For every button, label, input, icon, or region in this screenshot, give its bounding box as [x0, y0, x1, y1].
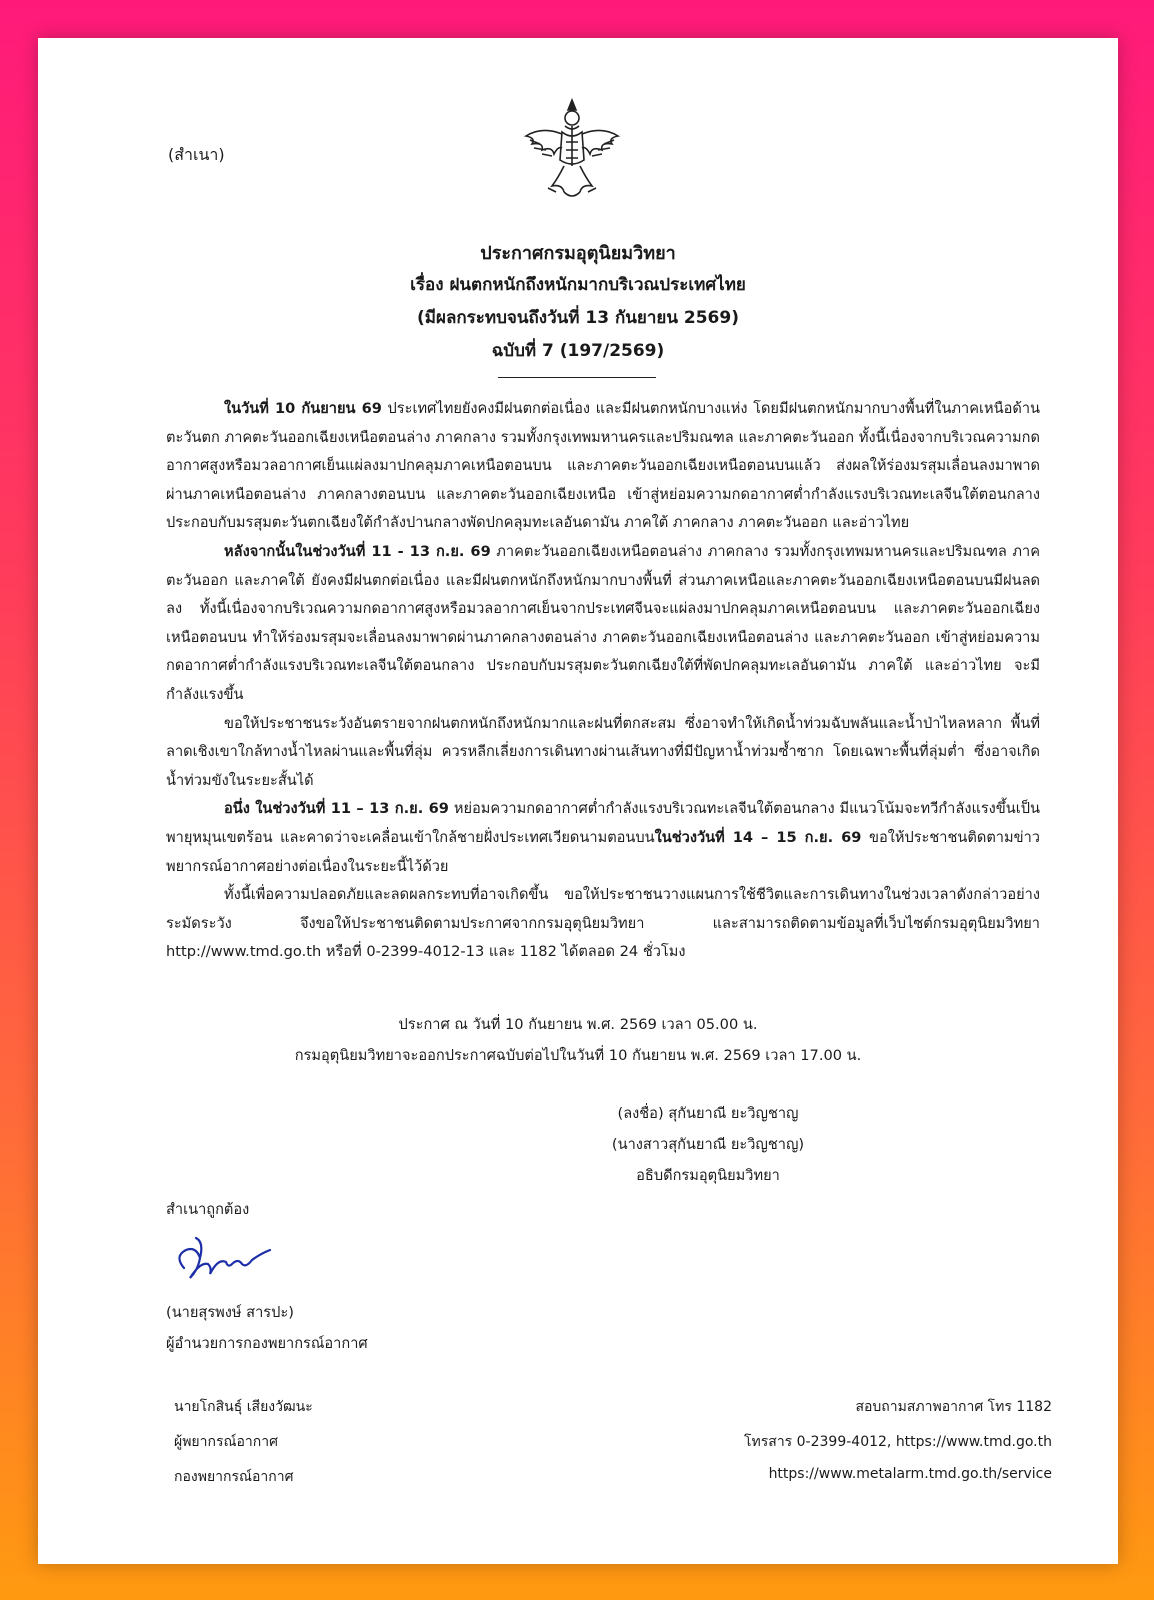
contact-fax-website: โทรสาร 0-2399-4012, https://www.tmd.go.th — [744, 1434, 1052, 1450]
garuda-emblem-icon — [518, 96, 626, 204]
certified-copy-label: สำเนาถูกต้อง — [166, 1201, 250, 1218]
certifier-name: (นายสุรพงษ์ สารปะ) — [166, 1304, 294, 1321]
handwritten-signature — [170, 1228, 282, 1290]
signatory-name: (นางสาวสุกันยาณี ยะวิญชาญ) — [611, 1136, 805, 1153]
announcement-subject: เรื่อง ฝนตกหนักถึงหนักมากบริเวณประเทศไทย — [410, 275, 746, 295]
paragraph-4 — [166, 795, 1040, 881]
paragraph-4-text: หย่อมความกดอากาศต่ำกำลังแรงบริเวณทะเลจีนใต้ตอนกลาง มีแนวโน้มจะทวีกำลังแรงขึ้นเป็นพายุหมุนเขตร้อน และคาดว่าจะเคลื่อนเข้าใกล้ชายฝั่งประเทศเวียดนามตอนบน — [166, 800, 1040, 846]
paragraph-1 — [166, 395, 1040, 538]
paragraph-5 — [166, 881, 1040, 967]
forecaster-role: ผู้พยากรณ์อากาศ — [174, 1434, 278, 1450]
paragraph-3 — [166, 710, 1040, 796]
paragraph-4-date: อนึ่ง ในช่วงวันที่ 11 – 13 ก.ย. 69 — [224, 800, 449, 818]
forecaster-division: กองพยากรณ์อากาศ — [174, 1469, 294, 1485]
announcement-issue-number: ฉบับที่ 7 (197/2569) — [491, 341, 665, 361]
announcement-title: ประกาศกรมอุตุนิยมวิทยา — [480, 243, 676, 264]
announcement-date: ประกาศ ณ วันที่ 10 กันยายน พ.ศ. 2569 เวลา 05.00 น. — [398, 1016, 758, 1033]
copy-mark: (สำเนา) — [168, 145, 225, 164]
document-page — [38, 38, 1118, 1564]
next-announcement: กรมอุตุนิยมวิทยาจะออกประกาศฉบับต่อไปในวันที่ 10 กันยายน พ.ศ. 2569 เวลา 17.00 น. — [294, 1047, 862, 1064]
certifier-position: ผู้อำนวยการกองพยากรณ์อากาศ — [166, 1335, 368, 1352]
paragraph-5-text: ทั้งนี้เพื่อความปลอดภัยและลดผลกระทบที่อาจเกิดขึ้น ขอให้ประชาชนวางแผนการใช้ชีวิตและการเดินทางในช่วงเวลาดังกล่าวอย่างระมัดระวัง จึงขอให้ประชาชนติดตามประกาศจากกรมอุตุนิยมวิทยา และสามารถติดตามข้อมูลที่เว็บไซต์กรมอุตุนิยมวิทยา http://www.tmd.go.th หรือที่ 0-2399-4012-13 และ 1182 ได้ตลอด 24 ชั่วโมง — [166, 886, 1040, 961]
signed-line: (ลงชื่อ) สุกันยาณี ยะวิญชาญ — [617, 1105, 799, 1122]
paragraph-2-text: ภาคตะวันออกเฉียงเหนือตอนล่าง ภาคกลาง รวมทั้งกรุงเทพมหานครและปริมณฑล ภาคตะวันออก และภาคใต้ ยังคงมีฝนตกต่อเนื่อง และมีฝนตกหนักถึงหนักมากบางพื้นที่ ส่วนภาคเหนือและภาคตะวันออกเฉียงเหนือตอนบนมีฝนลดลง ทั้งนี้เนื่องจากบริเวณความกดอากาศสูงหรือมวลอากาศเย็นจากประเทศจีนจะแผ่ลงมาปกคลุมภาคเหนือตอนบน และภาคตะวันออกเฉียงเหนือตอนบน ทำให้ร่องมรสุมจะเลื่อนลงมาพาดผ่านภาคกลางตอนล่าง ภาคตะวันออกเฉียงเหนือตอนล่าง และภาคตะวันออก เข้าสู่หย่อมความกดอากาศต่ำกำลังแรงบริเวณทะเลจีนใต้ตอนกลาง ประกอบกับมรสุมตะวันตกเฉียงใต้ที่พัดปกคลุมทะเลอันดามัน ภาคใต้ และอ่าวไทย จะมีกำลังแรงขึ้น — [166, 542, 1041, 703]
paragraph-4-date-2: ในช่วงวันที่ 14 – 15 ก.ย. 69 — [654, 828, 862, 846]
contact-service-url: https://www.metalarm.tmd.go.th/service — [768, 1466, 1052, 1482]
paragraph-1-date: ในวันที่ 10 กันยายน 69 — [224, 400, 382, 417]
announcement-body — [166, 395, 1040, 967]
contact-phone: สอบถามสภาพอากาศ โทร 1182 — [855, 1399, 1052, 1415]
title-underline — [498, 377, 656, 378]
signatory-position: อธิบดีกรมอุตุนิยมวิทยา — [636, 1167, 780, 1184]
paragraph-3-text: ขอให้ประชาชนระวังอันตรายจากฝนตกหนักถึงหนักมากและฝนที่ตกสะสม ซึ่งอาจทำให้เกิดน้ำท่วมฉับพลันและน้ำป่าไหลหลาก พื้นที่ลาดเชิงเขาใกล้ทางน้ำไหลผ่านและพื้นที่ลุ่ม ควรหลีกเลี่ยงการเดินทางผ่านเส้นทางที่มีปัญหาน้ำท่วมซ้ำซาก โดยเฉพาะพื้นที่ลุ่มต่ำ ซึ่งอาจเกิดน้ำท่วมขังในระยะสั้นได้ — [166, 714, 1040, 789]
forecaster-name: นายโกสินธุ์ เสียงวัฒนะ — [174, 1399, 313, 1415]
paragraph-4-text-2: ขอให้ประชาชนติดตามข่าวพยากรณ์อากาศอย่างต่อเนื่องในระยะนี้ไว้ด้วย — [166, 828, 1040, 875]
paragraph-2-date: หลังจากนั้นในช่วงวันที่ 11 - 13 ก.ย. 69 — [224, 542, 491, 560]
paragraph-1-text: ประเทศไทยยังคงมีฝนตกต่อเนื่อง และมีฝนตกหนักบางแห่ง โดยมีฝนตกหนักมากบางพื้นที่ในภาคเหนือด้านตะวันตก ภาคตะวันออกเฉียงเหนือตอนล่าง ภาคกลาง รวมทั้งกรุงเทพมหานครและปริมณฑล และภาคตะวันออก ทั้งนี้เนื่องจากบริเวณความกดอากาศสูงหรือมวลอากาศเย็นแผ่ลงมาปกคลุมภาคเหนือตอนบน และภาคตะวันออกเฉียงเหนือตอนบนแล้ว ส่งผลให้ร่องมรสุมเลื่อนลงมาพาดผ่านภาคเหนือตอนล่าง ภาคกลางตอนบน และภาคตะวันออกเฉียงเหนือ เข้าสู่หย่อมความกดอากาศต่ำกำลังแรงบริเวณทะเลจีนใต้ตอนกลาง ประกอบกับมรสุมตะวันตกเฉียงใต้กำลังปานกลางพัดปกคลุมทะเลอันดามัน ภาคใต้ ภาคกลาง ภาคตะวันออก และอ่าวไทย — [166, 400, 1040, 532]
announcement-effective: (มีผลกระทบจนถึงวันที่ 13 กันยายน 2569) — [417, 308, 739, 328]
paragraph-2 — [166, 538, 1040, 710]
